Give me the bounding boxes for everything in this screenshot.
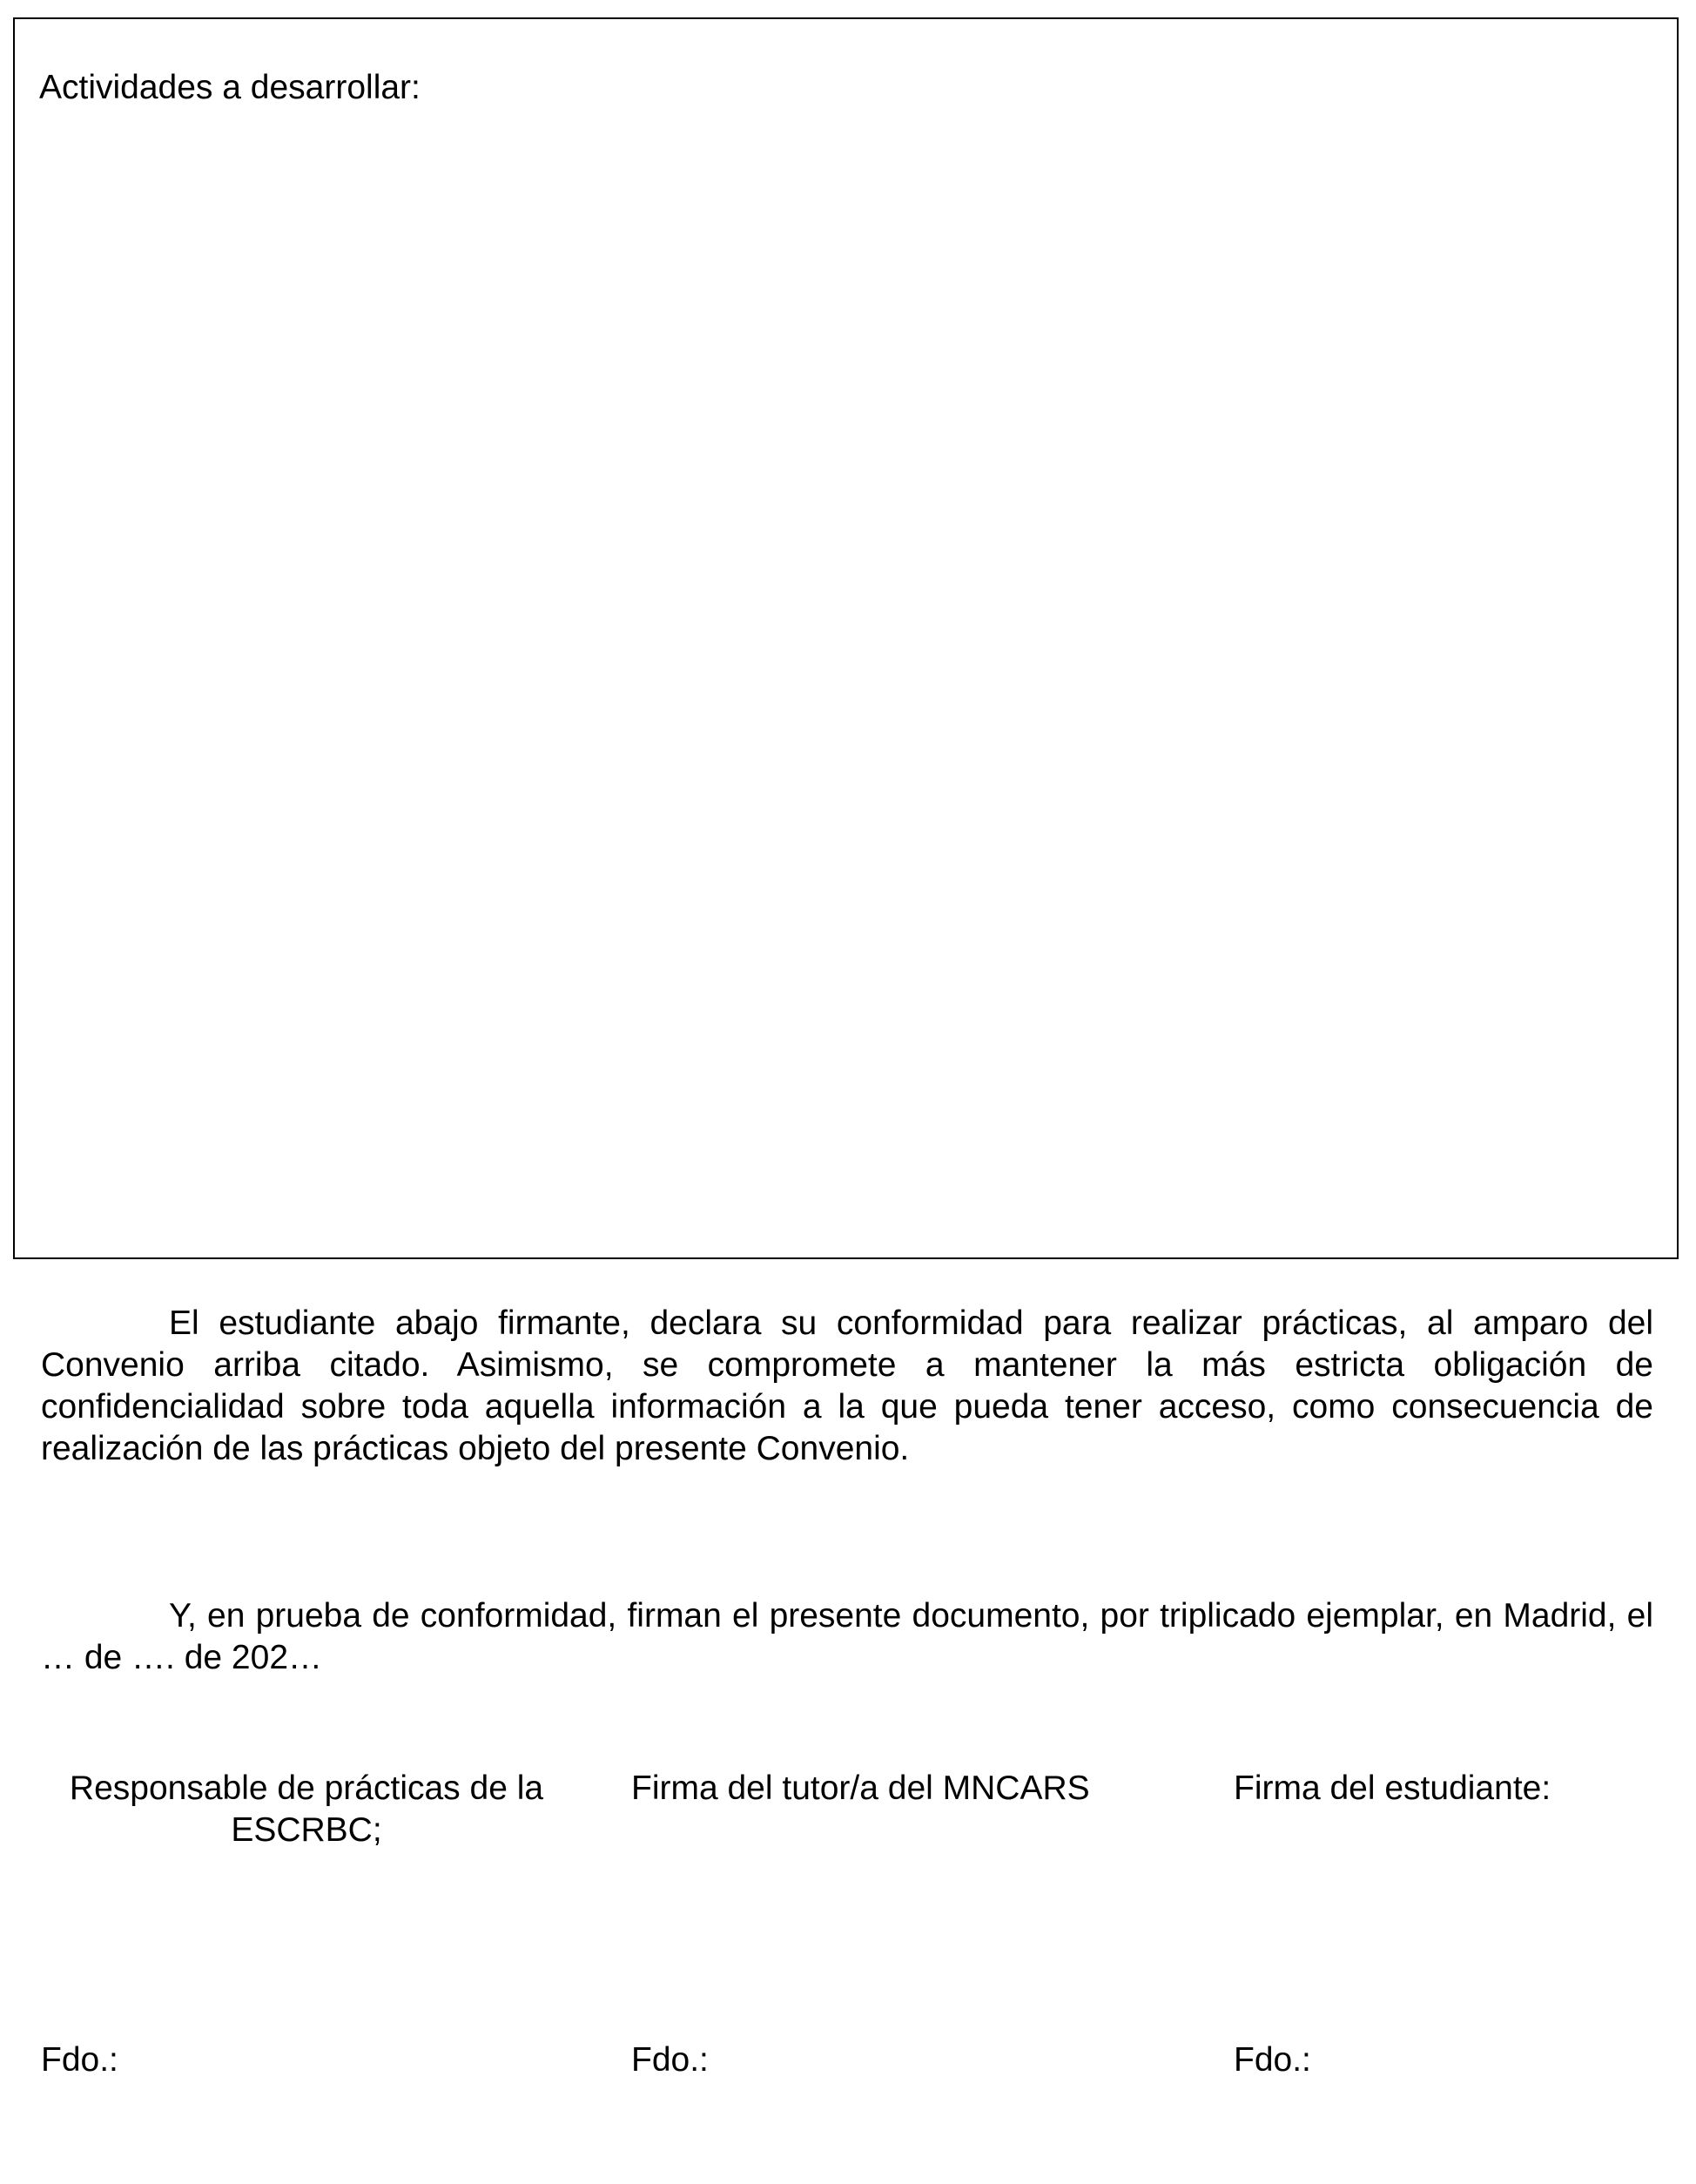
declaration-paragraph: El estudiante abajo firmante, declara su conformidad para realizar prácticas, al amparo del Convenio arriba citado. Asimismo, se compromete a mantener la más estricta obligación de confidencialidad sobre toda aquella información a la que pueda tener acceso, como consecuencia de realización de las prácticas objeto del presente Convenio. <box>41 1304 1653 1467</box>
activities-box <box>13 17 1679 1259</box>
fdo-escrbc: Fdo.: <box>41 2041 118 2079</box>
closing-paragraph: Y, en prueba de conformidad, firman el presente documento, por triplicado ejemplar, en Madrid, el … de …. de 202… <box>41 1597 1653 1676</box>
activities-label: Actividades a desarrollar: <box>39 69 421 106</box>
signature-label-tutor: Firma del tutor/a del MNCARS <box>631 1769 1090 1807</box>
signature-label-student: Firma del estudiante: <box>1234 1769 1551 1807</box>
fdo-tutor: Fdo.: <box>631 2041 709 2079</box>
signature-label-escrbc: Responsable de prácticas de la ESCRBC; <box>69 1769 544 1849</box>
fdo-student: Fdo.: <box>1234 2041 1311 2079</box>
